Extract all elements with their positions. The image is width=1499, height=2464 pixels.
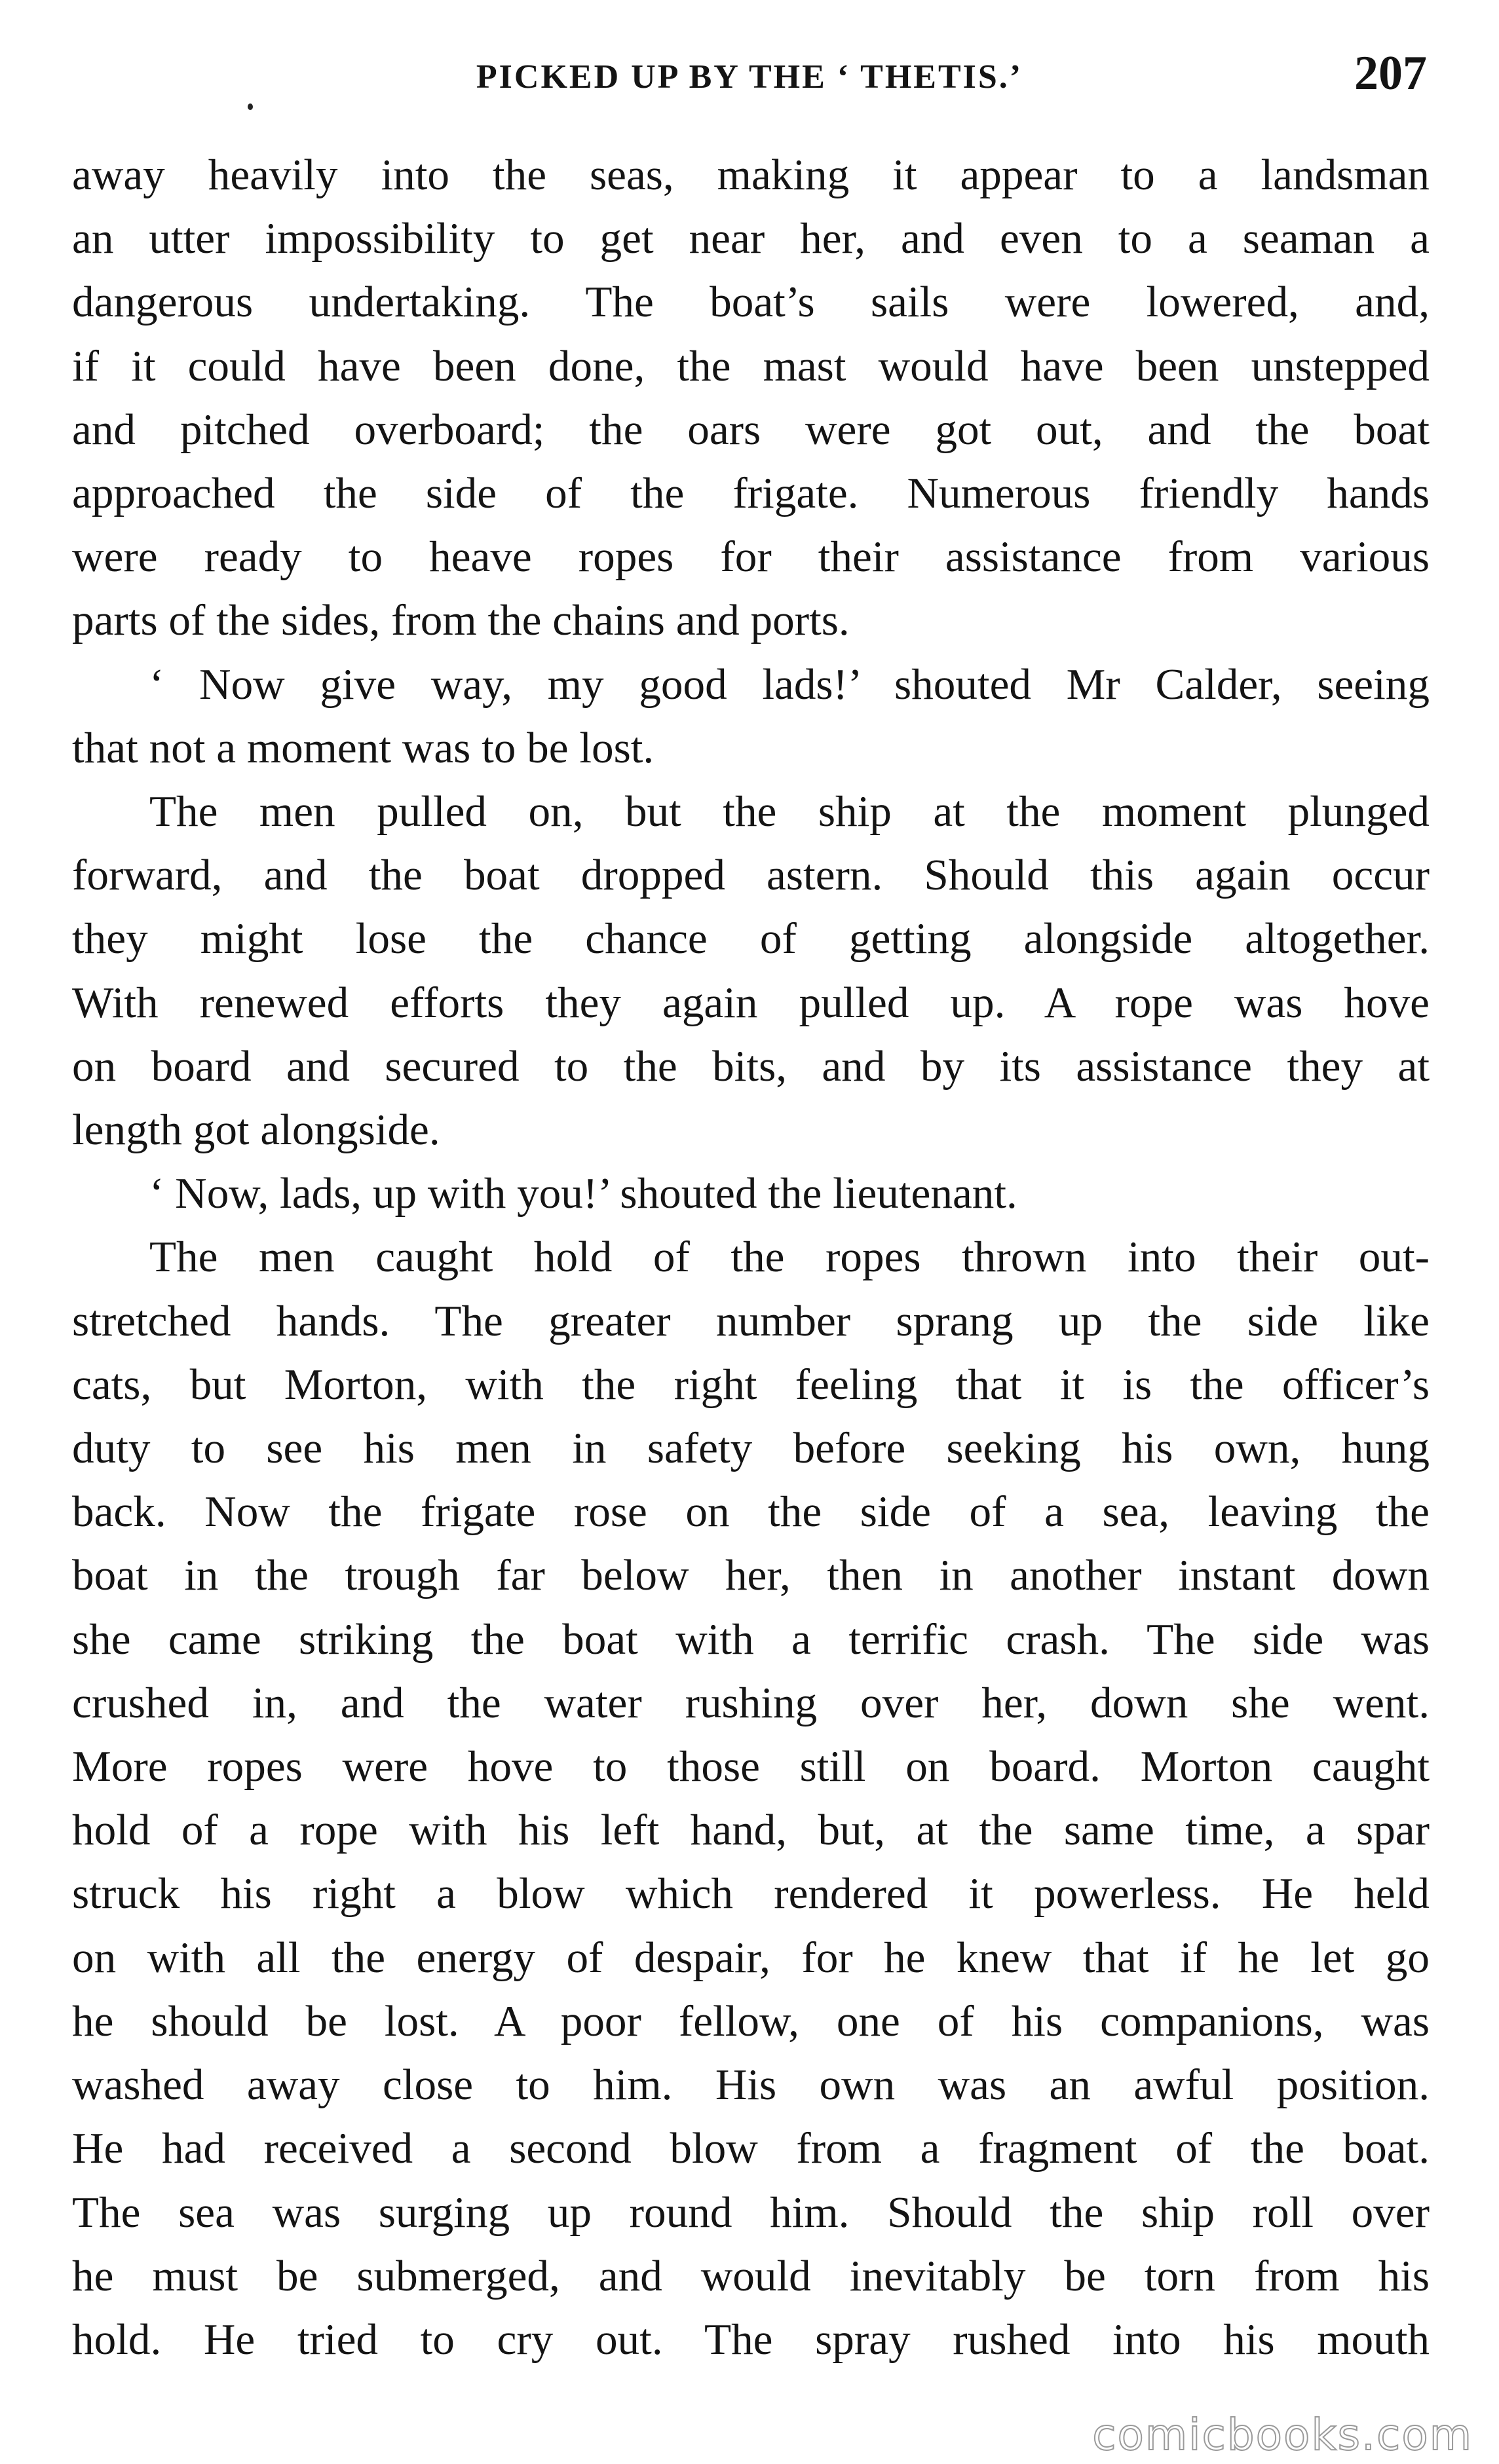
text-line: that not a moment was to be lost. — [72, 722, 655, 772]
text-line: cats, but Morton, with the right feeling that it is the officer’s — [72, 1359, 1430, 1409]
text-line: crushed in, and the water rushing over her, down she went. — [72, 1677, 1430, 1727]
text-line: length got alongside. — [72, 1105, 440, 1155]
text-line: away heavily into the seas, making it appear to a landsman — [72, 150, 1430, 199]
text-line: forward, and the boat dropped astern. Should this again occur — [72, 850, 1430, 900]
text-line: approached the side of the frigate. Numerous friendly hands — [72, 468, 1430, 518]
text-line: he should be lost. A poor fellow, one of his companions, was — [72, 1996, 1430, 2045]
text-line: He had received a second blow from a fragment of the boat. — [72, 2123, 1430, 2173]
text-line: ‘ Now, lads, up with you!’ shouted the lieutenant. — [149, 1168, 1017, 1218]
text-line: were ready to heave ropes for their assistance from various — [72, 532, 1430, 582]
text-line: struck his right a blow which rendered it powerless. He held — [72, 1869, 1430, 1918]
text-line: an utter impossibility to get near her, and even to a seaman a — [72, 214, 1430, 263]
text-line: they might lose the chance of getting alongside altogether. — [72, 914, 1430, 963]
text-line: stretched hands. The greater number sprang up the side like — [72, 1296, 1430, 1345]
text-line: washed away close to him. His own was an awful position. — [72, 2060, 1430, 2110]
text-line: The men caught hold of the ropes thrown into their out- — [149, 1232, 1430, 1282]
body-text — [72, 143, 1430, 2371]
text-line: boat in the trough far below her, then in another instant down — [72, 1550, 1430, 1600]
text-line: on board and secured to the bits, and by its assistance they at — [72, 1041, 1430, 1091]
text-line: The sea was surging up round him. Should the ship roll over — [72, 2187, 1430, 2237]
text-line: hold. He tried to cry out. The spray rushed into his mouth — [72, 2314, 1430, 2364]
text-line: he must be submerged, and would inevitably be torn from his — [72, 2250, 1430, 2300]
text-line: More ropes were hove to those still on board. Morton caught — [72, 1742, 1430, 1791]
text-line: she came striking the boat with a terrific crash. The side was — [72, 1614, 1430, 1664]
text-line: and pitched overboard; the oars were got out, and the boat — [72, 404, 1430, 454]
watermark: comicbooks.com — [1092, 2410, 1473, 2460]
text-line: parts of the sides, from the chains and ports. — [72, 595, 850, 645]
text-line: back. Now the frigate rose on the side of a sea, leaving the — [72, 1487, 1430, 1537]
text-line: hold of a rope with his left hand, but, at the same time, a spar — [72, 1805, 1430, 1855]
text-line: on with all the energy of despair, for he knew that if he let go — [72, 1932, 1430, 1982]
ink-speck — [248, 103, 253, 110]
text-line: ‘ Now give way, my good lads!’ shouted Mr Calder, seeing — [149, 659, 1430, 709]
text-line: dangerous undertaking. The boat’s sails were lowered, and, — [72, 277, 1430, 327]
running-head: PICKED UP BY THE ‘ THETIS.’ — [476, 58, 1023, 96]
page-header — [72, 46, 1427, 111]
text-line: if it could have been done, the mast would have been unstepped — [72, 341, 1430, 390]
text-line: With renewed efforts they again pulled up. A rope was hove — [72, 977, 1430, 1027]
text-line: The men pulled on, but the ship at the moment plunged — [149, 787, 1430, 836]
text-line: duty to see his men in safety before seeking his own, hung — [72, 1423, 1430, 1473]
page-number: 207 — [1354, 47, 1427, 100]
